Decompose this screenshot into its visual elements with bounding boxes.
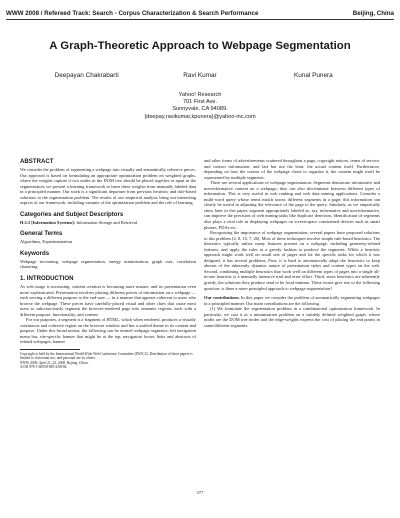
affiliation-email: {deepay,ravikumar,kpunera}@yahoo-inc.com	[144, 113, 256, 120]
author-name: Deepayan Chakrabarti	[54, 72, 119, 79]
page-number: 377	[196, 490, 204, 495]
conference-line: WWW 2008, April 21–25, 2008, Beijing, China.	[20, 360, 89, 365]
general-terms-text: Algorithms, Experimentation	[20, 239, 73, 245]
running-header	[6, 10, 394, 17]
introduction-heading: 1. INTRODUCTION	[20, 275, 74, 283]
abstract-text: We consider the problem of segmenting a webpage into visually and semantically cohesive pieces. Our approach is based on formulating an appropriate optimization problem on weighted graphs, where the weights capture if two nodes in the DOM tree should be placed together or apart in the segmentation; we present a learning framework to learn these weights from manually labeled data in a principled manner. Our work is a significant departure from previous heuristic and rule-based solutions to the segmentation problem. The results of our empirical analysis bring out interesting aspects of our framework, including variants of the optimization problem and the role of learning.	[20, 167, 196, 206]
contributions-paragraph	[204, 295, 380, 306]
body-paragraph: and other forms of advertisements scattered throughout a page, copyright notices, terms of service, and contact information, and last but not the least, the actual content itself. Furthermore, depending on how the creator of the webpage chose to organize it, the content might itself be represented by multiple segments.	[204, 158, 380, 180]
affiliation-block	[0, 92, 400, 121]
acm-isbn: ACM 978-1-60558-085-2/08/04.	[20, 365, 68, 370]
general-terms-heading: General Terms	[20, 230, 63, 238]
body-paragraph: There are several applications of webpage segmentation. Segments demarcate informative and non-informative content on a webpage; they can also discriminate between different types of information. This is very useful in web ranking and web data mining applications. Consider a multi-word query whose terms match across different segments in a page; this information can clearly be useful in adjusting the relevance of the page to the query. Similarly, as we empirically show later in this paper, segment appropriately labeled as, say, informative and non-informative, can improve the precision of web mining tasks like duplicate detection. Identification of segments also plays a vital role in displaying webpages on screen-space constrained devices such as smart phones, PDAs etc.	[204, 180, 380, 230]
contributions-label: Our contributions.	[204, 295, 240, 301]
running-header-location: Beijing, China	[352, 10, 394, 17]
affiliation-org: Yahoo! Research	[178, 92, 222, 98]
running-header-track: WWW 2008 / Refereed Track: Search - Corpus Characterization & Search Performance	[6, 10, 259, 17]
categories-text	[20, 220, 196, 226]
author-name: Kunal Punera	[293, 72, 333, 79]
introduction-paragraph: As web usage is increasing, content creation is becoming more mature, and its presentation even more sophisticated. Presentation involves placing different pieces of information on a webpage — each serving a different purpose to the end-user — in a manner that appears coherent to users who browse the webpage. These pieces have carefully-placed visual and other clues that cause most users to subconsciously segment the browser-rendered page into semantic regions, each with a different purpose, functionality, and content.	[20, 284, 196, 317]
abstract-heading: ABSTRACT	[20, 158, 54, 165]
body-paragraph: (1) We formulate the segmentation problem in a combinatorial optimization framework. In particular, we cast it as a minimization problem on a suitably defined weighted graph, whose nodes are the DOM tree nodes and the edge-weights express the cost of placing the end points in same/different segments.	[204, 306, 380, 328]
author-name: Ravi Kumar	[183, 72, 217, 79]
affiliation-street: 701 First Ave.	[182, 99, 218, 106]
keywords-heading: Keywords	[20, 249, 50, 257]
body-paragraph: Recognizing the importance of webpage segmentation, several papers have proposed solutions to this problem [2, 8, 10, 7, 26]. Most of these techniques involve simple rule-based heuristics. The heuristics typically utilize many features present on a webpage, including geometry-related features, and apply the rules in a greedy fashion to produce the segments. While a heuristic approach might work well on small sets of pages and for the specific tasks for which it was designed, it has several problems. First, it is hard to automatically adapt the heuristics to keep abreast of the inherently dynamic nature of presentation styles and content types on the web. Second, combining multiple heuristics that work well on different types of pages into a single all-in-one heuristic is a manually intensive trial and error effort. Third, since heuristics are inherently greedy, the solutions they produce tend to be local minima. These issues give rise to the following question: is there a more principled approach to webpage segmentation?	[204, 230, 380, 291]
footnote-divider	[20, 349, 80, 350]
left-column	[20, 158, 196, 370]
introduction-paragraph: For our purposes, a segment is a fragment of HTML, which when rendered, produces a visually continuous and cohesive region on the browser window and has a unified theme in its content and purpose. Under this broad notion, the following can be termed webpage segments: left navigation menu bar, site-specific banner that might be at the top, navigation footer, links and abstracts of related webpages, banner	[20, 317, 196, 345]
paper-title: A Graph-Theoretic Approach to Webpage Segmentation	[49, 40, 351, 52]
copyright-notice: Copyright is held by the International World Wide Web Conference Committee (IW3C2). Distribution of these papers is limited to classroom use, and personal use by others.	[20, 352, 193, 361]
copyright-footnote	[20, 352, 196, 370]
author-list	[30, 72, 370, 79]
right-column	[204, 158, 380, 328]
keywords-text: Webpage sectioning, webpage segmentation, energy minimization, graph cuts, correlation clustering	[20, 258, 196, 270]
categories-label: H.3.3 [Information Systems]:	[20, 219, 76, 225]
affiliation-city: Sunnyvale, CA 94089.	[172, 106, 228, 113]
categories-heading: Categories and Subject Descriptors	[20, 210, 124, 218]
contributions-text: In this paper we consider the problem of automatically segmenting webpages in a principled manner. Our main contributions are the following.	[204, 295, 380, 306]
header-divider	[6, 19, 394, 20]
categories-descriptor: Information Storage and Retrieval	[76, 219, 138, 225]
